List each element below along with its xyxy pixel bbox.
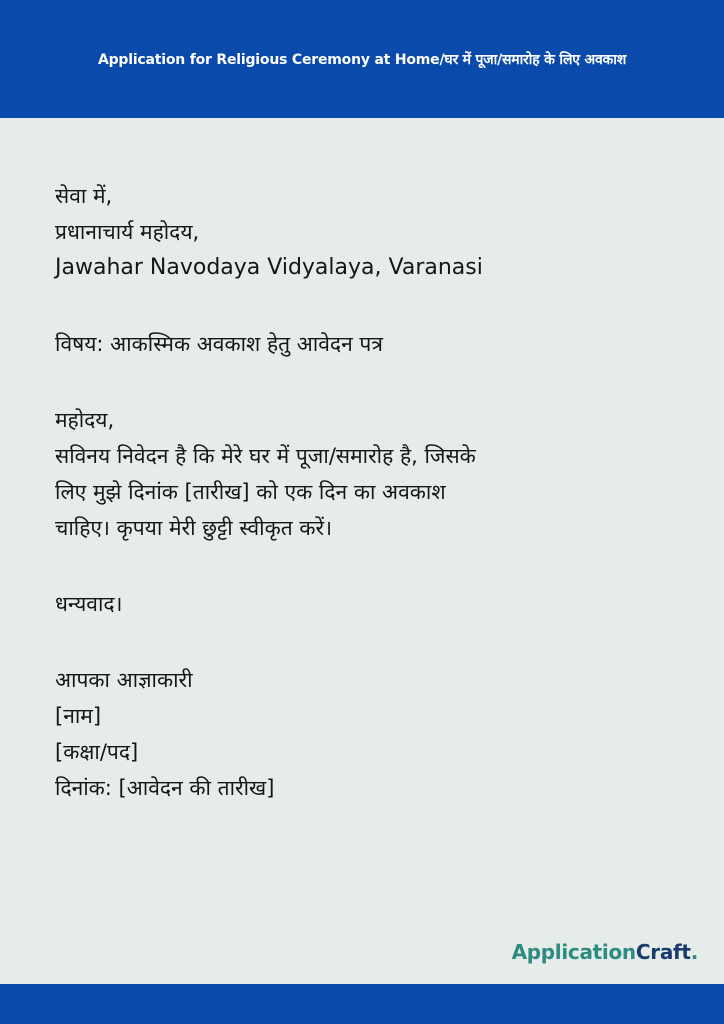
footer-bar: [0, 984, 724, 1024]
address-line: सेवा में,: [55, 184, 113, 208]
brand-name-part1: Application: [511, 940, 636, 964]
letter-body: [55, 178, 675, 806]
salutation: महोदय,: [55, 408, 115, 432]
subject-line: विषय: आकस्मिक अवकाश हेतु आवेदन पत्र: [55, 332, 383, 356]
brand-dot: .: [690, 940, 698, 964]
closing-line: [कक्षा/पद]: [55, 740, 139, 764]
body-line: चाहिए। कृपया मेरी छुट्टी स्वीकृत करें।: [55, 516, 333, 540]
closing-line: [नाम]: [55, 704, 102, 728]
thanks-line: धन्यवाद।: [55, 592, 123, 616]
closing-line: आपका आज्ञाकारी: [55, 668, 193, 692]
brand-name-part2: Craft: [635, 940, 691, 964]
body-line: लिए मुझे दिनांक [तारीख] को एक दिन का अवकाश: [55, 480, 446, 504]
address-line: Jawahar Navodaya Vidyalaya, Varanasi: [55, 255, 483, 280]
page-title: Application for Religious Ceremony at Home/घर में पूजा/समारोह के लिए अवकाश: [97, 51, 627, 68]
header-banner: [0, 0, 724, 118]
body-line: सविनय निवेदन है कि मेरे घर में पूजा/समारोह है, जिसके: [55, 444, 476, 468]
brand-logo: [512, 940, 698, 964]
closing-line: दिनांक: [आवेदन की तारीख]: [55, 776, 275, 800]
address-line: प्रधानाचार्य महोदय,: [55, 220, 200, 244]
